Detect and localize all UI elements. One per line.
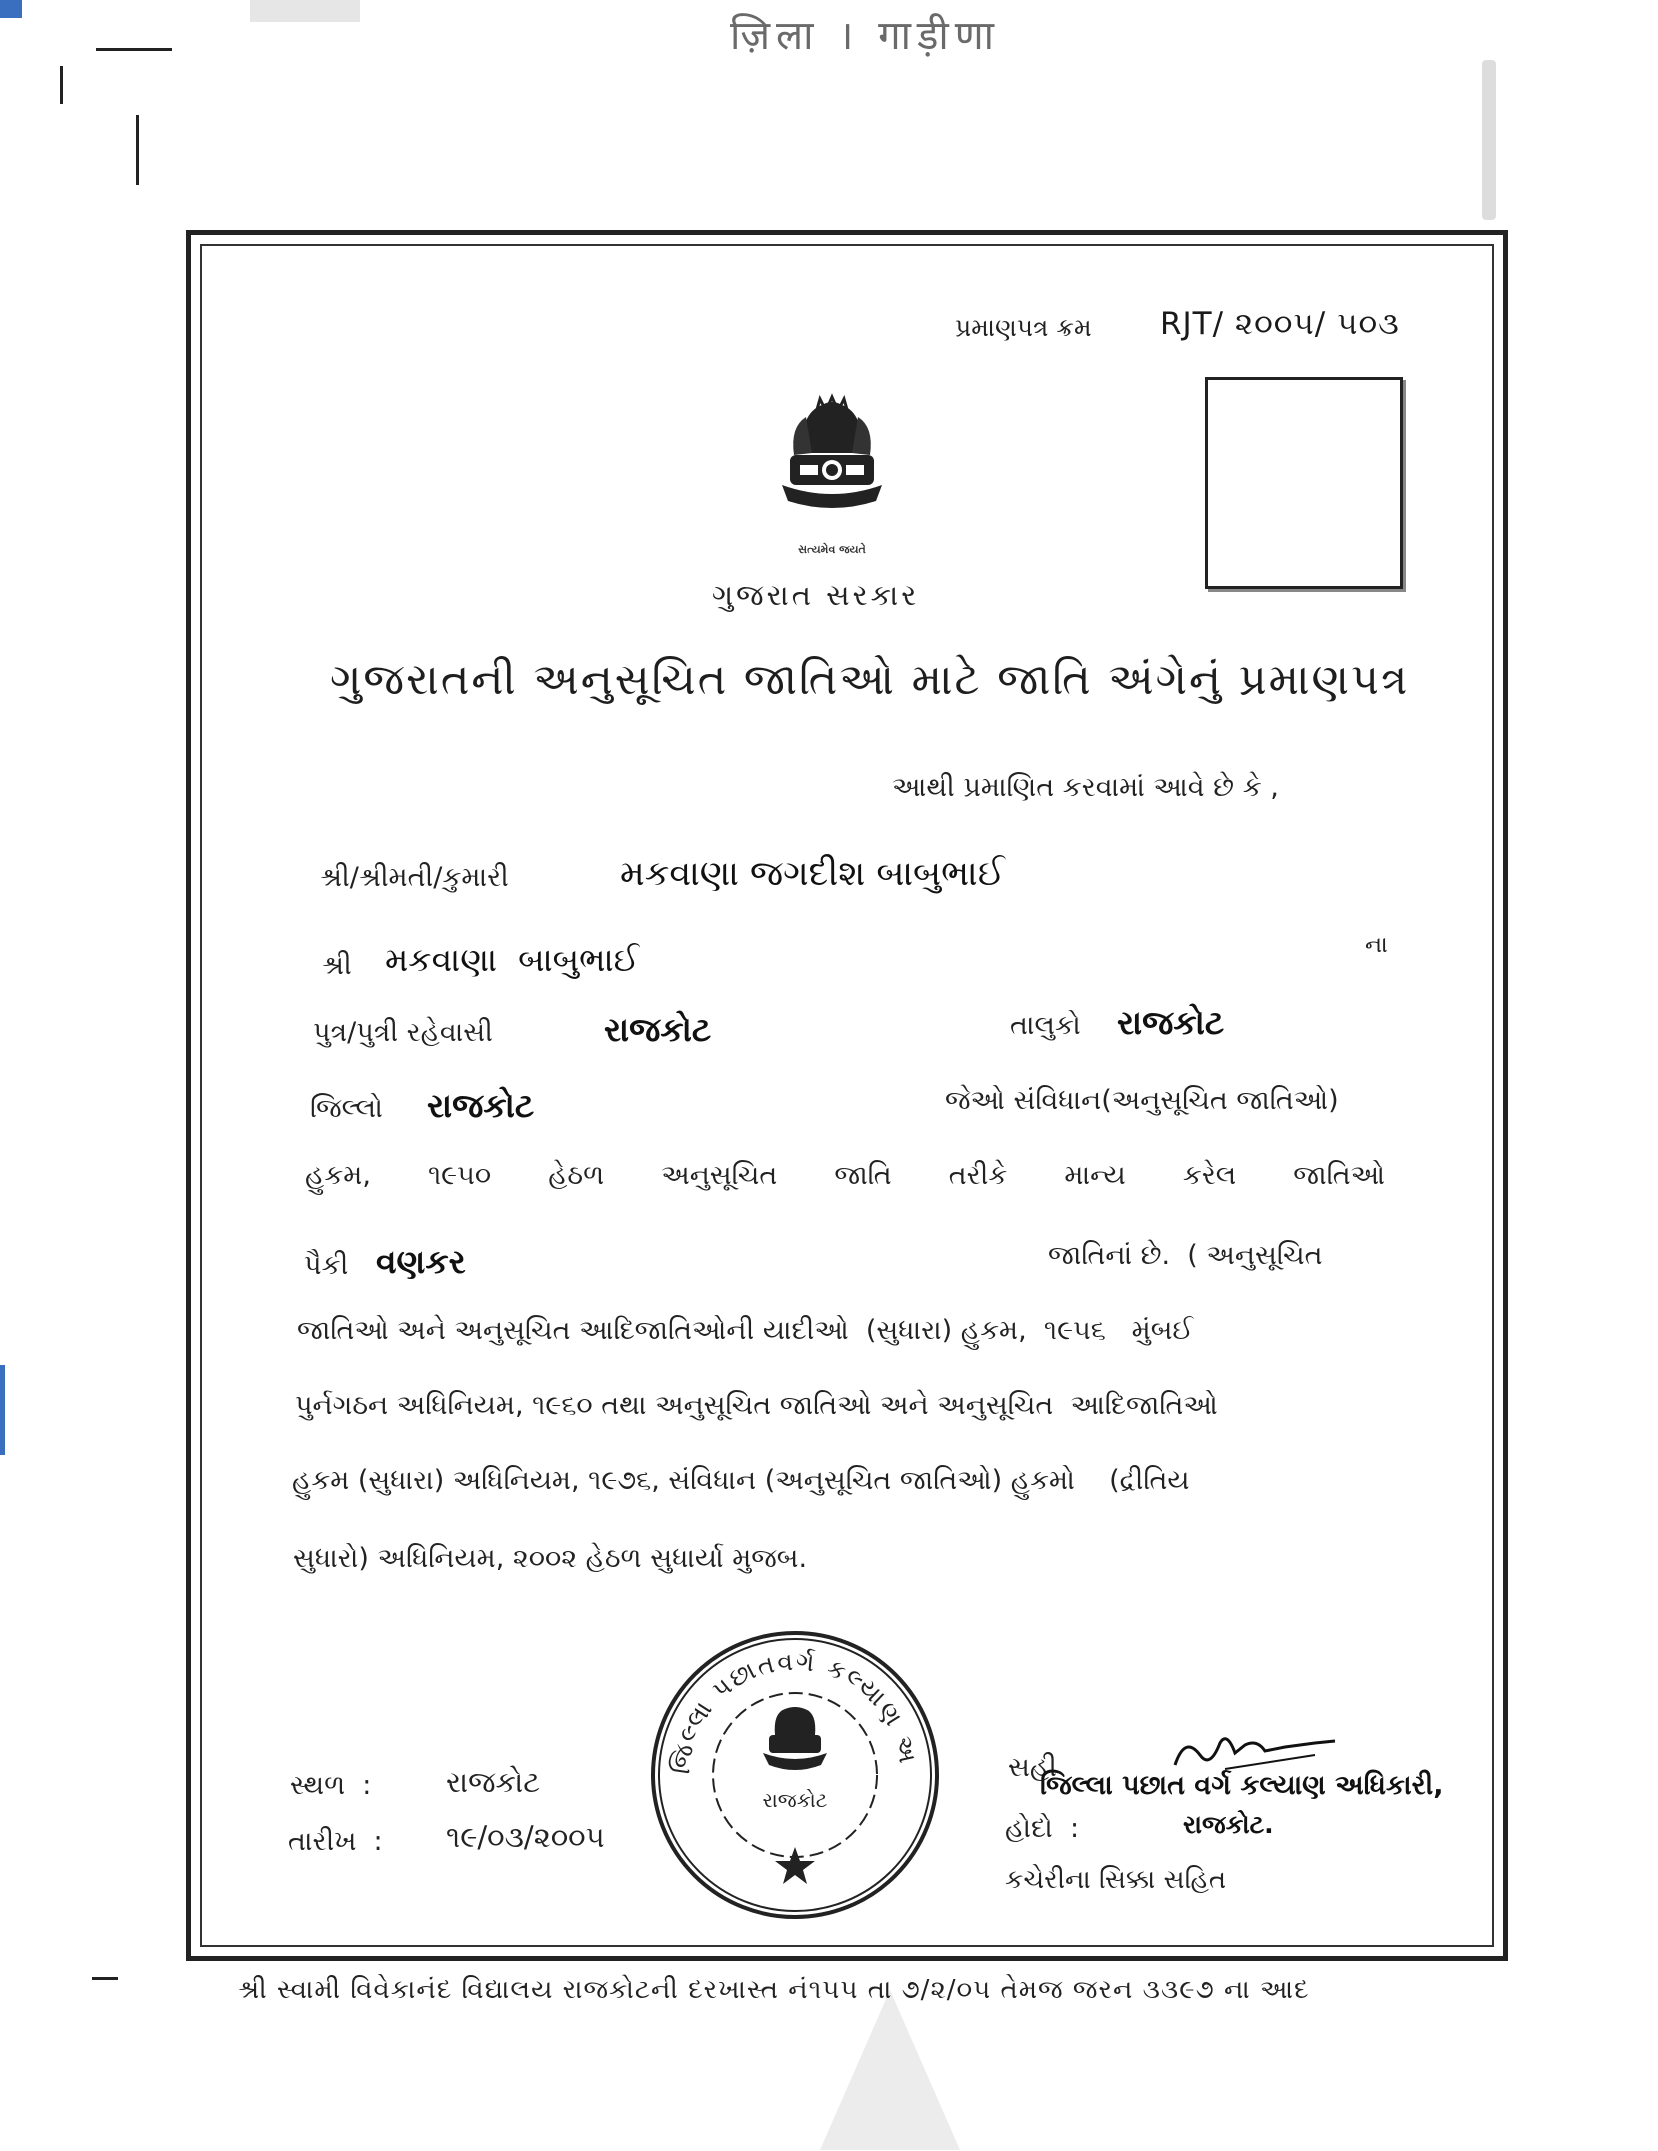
scan-mark-dash [96, 48, 172, 51]
father-prefix: શ્રી [322, 950, 352, 981]
ashoka-emblem-icon [772, 393, 892, 543]
body-line2-word: તરીકે [948, 1160, 1008, 1191]
district-value: રાજકોટ [427, 1086, 535, 1125]
scan-mark-left-edge [0, 1365, 5, 1455]
body-line2-word: માન્ય [1064, 1160, 1126, 1191]
star-icon [775, 1847, 815, 1884]
signatory-title: જિલ્લા પછાત વર્ગ કલ્યાણ અધિકારી, [1040, 1770, 1444, 1801]
emblem-motto: સત્યમેવ જયતે [798, 543, 866, 556]
handwritten-note: ज़िला । गाड़ीणा [730, 13, 1001, 59]
office-seal [645, 1625, 945, 1925]
caste-prefix: પૈકી [304, 1250, 349, 1281]
body-line2-word: જાતિ [834, 1160, 892, 1191]
seal-outer-text: જિલ્લા પછાતવર્ગ કલ્યાણ અ [666, 1646, 924, 1776]
scan-mark-corner [60, 66, 63, 104]
body-line2-word: અનુસૂચિત [661, 1160, 778, 1191]
signature-scribble-icon [1165, 1725, 1345, 1775]
scan-speck [1482, 60, 1496, 220]
salutation-label: શ્રી/શ્રીમતી/કુમારી [320, 862, 509, 893]
father-suffix: ના [1365, 932, 1388, 958]
certificate-number-value: RJT/ ૨૦૦૫/ ૫૦૩ [1160, 306, 1400, 342]
body-line2-word: હેઠળ [548, 1160, 605, 1191]
svg-text:જિલ્લા પછાતવર્ગ કલ્યાણ અધિકારી [645, 1625, 923, 1776]
scan-mark-top-left [0, 0, 22, 18]
footer-note: શ્રી સ્વામી વિવેકાનંદ વિદ્યાલય રાજકોટની દરખાસ્ત નં૧૫૫ તા ૭/૨/૦૫ તેમજ જરન ૩૩૯૭ ના આદ [238, 1975, 1310, 2005]
taluka-value: રાજકોટ [1117, 1003, 1225, 1042]
place-label: સ્થળ : [290, 1770, 372, 1801]
body-line2-word: ૧૯૫૦ [427, 1160, 492, 1191]
taluka-label: તાલુકો [1010, 1010, 1081, 1041]
signature-label: સહી [1008, 1752, 1057, 1783]
body-line2 [305, 1160, 1385, 1192]
date-value: ૧૯/૦૩/૨૦૦૫ [446, 1820, 605, 1854]
resident-value: રાજકોટ [604, 1010, 712, 1049]
body-line5: પુર્નગઠન અધિનિયમ, ૧૯૬૦ તથા અનુસૂચિત જાતિઓ અને અનુસૂચિત આદિજાતિઓ [295, 1390, 1218, 1421]
scan-mark-bottom-dash [92, 1977, 118, 1980]
photo-box [1205, 377, 1403, 589]
designation-label: હોદો : [1005, 1813, 1080, 1844]
body-line6: હુકમ (સુધારા) અધિનિયમ, ૧૯૭૬, સંવિધાન (અનુસૂચિત જાતિઓ) હુકમો (દ્રીતિય [292, 1465, 1190, 1496]
resident-label: પુત્ર/પુત્રી રહેવાસી [313, 1017, 493, 1048]
certificate-title: ગુજરાતની અનુસૂચિત જાતિઓ માટે જાતિ અંગેનું પ્રમાણપત્ર [330, 655, 1410, 705]
body-line2-word: હુકમ, [305, 1160, 371, 1191]
body-line7: સુધારો) અધિનિયમ, ૨૦૦૨ હેઠળ સુધાર્યા મુજબ. [293, 1543, 808, 1574]
body-line3-right: જાતિનાં છે. ( અનુસૂચિત [1048, 1240, 1323, 1271]
issuer-name: ગુજરાત સરકાર [712, 578, 920, 612]
person-name: મકવાણા જગદીશ બાબુભાઈ [620, 854, 1005, 894]
caste-value: વણકર [376, 1242, 466, 1281]
certificate-number-label: પ્રમાણપત્ર ક્રમ [955, 313, 1092, 342]
father-name: મકવાણા બાબુભાઈ [385, 940, 640, 979]
designation-value: રાજકોટ. [1183, 1810, 1274, 1839]
seal-inner-text: રાજકોટ [762, 1788, 828, 1812]
date-label: તારીખ : [288, 1826, 383, 1857]
scan-mark-vertical [136, 115, 139, 185]
scan-speck [820, 1990, 960, 2150]
district-label: જિલ્લો [310, 1093, 383, 1124]
body-line1-right: જેઓ સંવિધાન(અનુસૂચિત જાતિઓ) [945, 1085, 1339, 1116]
certify-intro: આથી પ્રમાણિત કરવામાં આવે છે કે , [892, 772, 1279, 803]
body-line4: જાતિઓ અને અનુસૂચિત આદિજાતિઓની યાદીઓ (સુધારા) હુકમ, ૧૯૫૬ મુંબઈ [297, 1315, 1194, 1346]
office-seal-note: કચેરીના સિક્કા સહિત [1005, 1865, 1227, 1895]
scan-speck [250, 0, 360, 22]
body-line2-word: જાતિઓ [1293, 1160, 1385, 1191]
body-line2-word: કરેલ [1182, 1160, 1237, 1191]
place-value: રાજકોટ [446, 1765, 541, 1799]
